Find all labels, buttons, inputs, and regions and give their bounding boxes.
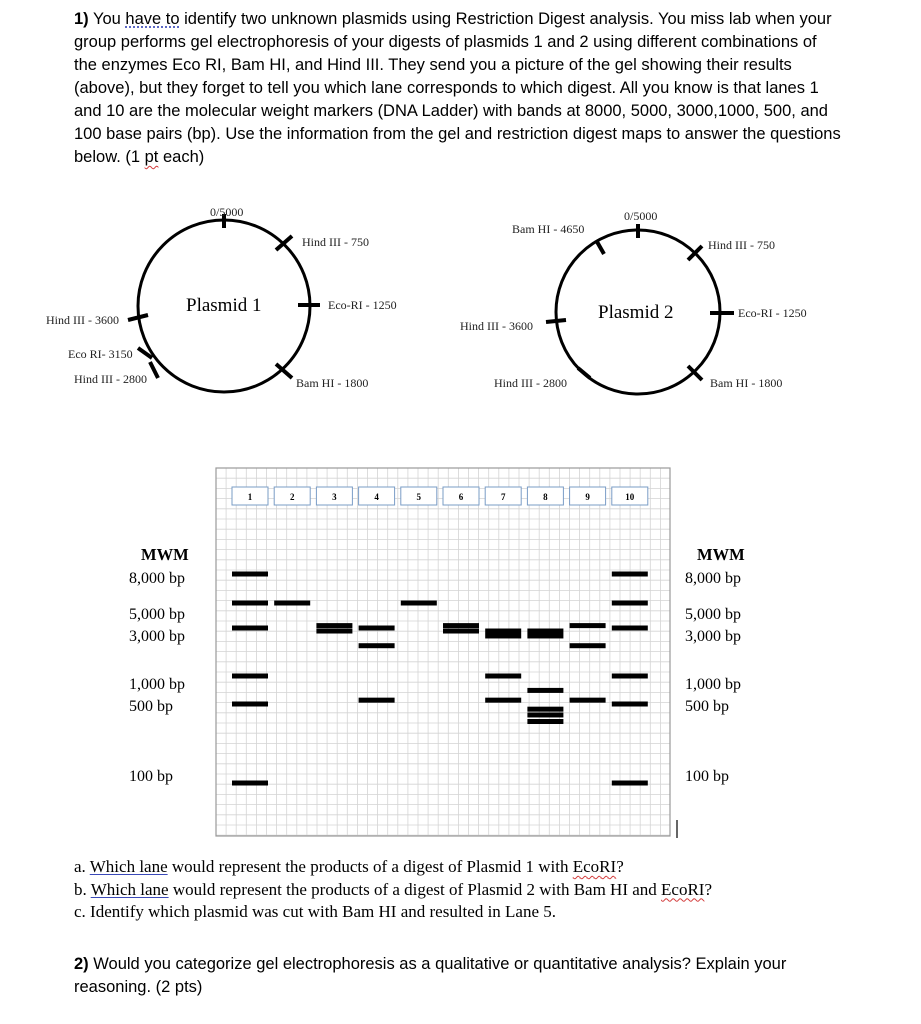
gel-border — [216, 468, 670, 836]
p2-label-1250: Eco-RI - 1250 — [738, 306, 807, 320]
p2-tick-1800 — [688, 366, 702, 380]
band-lane-4-550 — [359, 698, 395, 703]
sub-question-a-text: would represent the products of a digest of Plasmid 1 with — [167, 857, 573, 876]
plasmid-2-map — [460, 209, 807, 394]
mwm-labels-left — [129, 545, 189, 785]
sub-question-c-letter: c. — [74, 902, 86, 921]
sub-question-b-lead: Which lane — [90, 879, 169, 899]
band-lane-6-2800 — [443, 629, 479, 634]
band-lane-8-350 — [527, 719, 563, 724]
band-lane-9-3150 — [570, 623, 606, 628]
p2-tick-4650 — [596, 240, 604, 254]
mwm-right-3000: 3,000 bp — [685, 628, 741, 645]
band-lane-8-450 — [527, 707, 563, 712]
question-1-text — [74, 8, 844, 169]
mwm-left-1000: 1,000 bp — [129, 676, 185, 693]
band-lane-9-550 — [570, 698, 606, 703]
mwm-left-500: 500 bp — [129, 698, 173, 715]
sub-question-b-letter: b. — [74, 879, 87, 899]
mwm-right-500: 500 bp — [685, 698, 729, 715]
mwm-right-1000: 1,000 bp — [685, 676, 741, 693]
band-lane-1-100 — [232, 781, 268, 786]
have-to-phrase: have to — [125, 10, 180, 28]
lane-boxes — [232, 487, 648, 505]
sub-question-a-enzyme: EcoRI — [572, 857, 617, 876]
band-lane-8-2800 — [527, 629, 563, 634]
pt-word: pt — [144, 148, 159, 166]
gel-grid — [216, 468, 670, 836]
band-lane-7-1000 — [485, 674, 521, 679]
p2-label-750: Hind III - 750 — [708, 238, 775, 252]
question-2-number: 2) — [74, 955, 89, 973]
lane-number-3: 3 — [332, 492, 337, 502]
mwm-labels-right — [685, 545, 745, 785]
lane-number-2: 2 — [289, 492, 295, 502]
sub-question-a-end: ? — [616, 857, 624, 876]
band-lane-8-2500 — [527, 633, 563, 638]
sub-question-a-lead: Which lane — [89, 857, 168, 876]
band-lane-9-2000 — [570, 643, 606, 648]
band-lane-7-2800 — [485, 629, 521, 634]
p2-label-0: 0/5000 — [624, 209, 658, 223]
lane-number-9: 9 — [585, 492, 590, 502]
mwm-right-8000: 8,000 bp — [685, 570, 741, 587]
mwm-left-3000: 3,000 bp — [129, 628, 185, 645]
band-lane-4-3000 — [359, 626, 395, 631]
band-lane-4-2000 — [359, 643, 395, 648]
sub-question-c-text: Identify which plasmid was cut with Bam HI and resulted in Lane 5. — [90, 902, 557, 921]
p1-label-0: 0/5000 — [210, 205, 244, 219]
p2-label-3600: Hind III - 3600 — [460, 319, 533, 333]
mwm-left-5000: 5,000 bp — [129, 606, 185, 623]
plasmid-1-map — [46, 205, 397, 392]
band-lane-8-700 — [527, 688, 563, 693]
p2-label-2800: Hind III - 2800 — [494, 376, 567, 390]
band-lane-10-8000 — [612, 572, 648, 577]
sub-question-c — [74, 901, 874, 924]
mwm-title-left: MWM — [141, 545, 189, 564]
band-lane-1-5000 — [232, 601, 268, 606]
p1-tick-3600 — [128, 315, 148, 320]
p1-label-2800: Hind III - 2800 — [74, 372, 147, 386]
p2-label-1800: Bam HI - 1800 — [710, 376, 783, 390]
p2-tick-2800 — [578, 368, 590, 378]
gel-figure — [0, 460, 921, 840]
mwm-title-right: MWM — [697, 545, 745, 564]
mwm-left-100: 100 bp — [129, 768, 173, 785]
sub-question-b-enzyme: EcoRI — [661, 879, 705, 899]
p1-label-750: Hind III - 750 — [302, 235, 369, 249]
p1-label-1800: Bam HI - 1800 — [296, 376, 369, 390]
band-lane-5-5000 — [401, 601, 437, 606]
band-lane-7-2500 — [485, 633, 521, 638]
p2-tick-3600 — [546, 320, 566, 322]
lane-number-1: 1 — [247, 492, 253, 502]
lane-number-7: 7 — [500, 492, 506, 502]
band-lane-1-8000 — [232, 572, 268, 577]
sub-question-b-end: ? — [704, 879, 713, 899]
band-lane-1-3000 — [232, 626, 268, 631]
p2-label-4650: Bam HI - 4650 — [512, 222, 585, 236]
band-lane-1-1000 — [232, 674, 268, 679]
band-lane-10-500 — [612, 702, 648, 707]
sub-question-a — [74, 856, 874, 879]
lane-number-10: 10 — [625, 492, 635, 502]
question-2-text — [74, 953, 834, 999]
p1-label-1250: Eco-RI - 1250 — [328, 298, 397, 312]
lane-number-5: 5 — [416, 492, 422, 502]
sub-questions — [74, 856, 874, 924]
sub-question-b-text: would represent the products of a digest of Plasmid 2 with Bam HI and — [168, 879, 662, 899]
lane-number-8: 8 — [543, 492, 548, 502]
band-lane-10-3000 — [612, 626, 648, 631]
mwm-right-100: 100 bp — [685, 768, 729, 785]
p1-tick-2800 — [150, 362, 158, 378]
mwm-right-5000: 5,000 bp — [685, 606, 741, 623]
band-lane-3-2800 — [316, 629, 352, 634]
p1-label-3600: Hind III - 3600 — [46, 313, 119, 327]
lane-number-6: 6 — [458, 492, 464, 502]
band-lane-1-500 — [232, 702, 268, 707]
mwm-left-8000: 8,000 bp — [129, 570, 185, 587]
plasmid-maps — [0, 195, 921, 405]
question-1-part-b: identify two unknown plasmids using Restriction Digest analysis. You miss lab when your group performs gel electrophoresis of your digests of plasmids 1 and 2 using different combinations of the enzymes Eco RI, Bam HI, and Hind III. They send you a picture of the gel showing their results (above), but they forget to tell you which lane corresponds to which digest. All you know is that lanes 1 and 10 are the molecular weight markers (DNA Ladder) with bands at 8000, 5000, 3000,1000, 500, and 100 base pairs (bp). Use the information from the gel and restriction digest maps to answer the questions below. (1 — [74, 10, 841, 166]
question-1-part-a: You — [92, 10, 126, 28]
question-1-part-c: each) — [158, 148, 205, 166]
question-2-body: Would you categorize gel electrophoresis as a qualitative or quantitative analysis? Explain your reasoning. (2 pts) — [74, 955, 787, 996]
band-lane-7-550 — [485, 698, 521, 703]
band-lane-2-5000 — [274, 601, 310, 606]
sub-question-a-letter: a. — [74, 857, 86, 876]
band-lane-8-400 — [527, 712, 563, 717]
band-lane-3-3150 — [316, 623, 352, 628]
sub-question-b — [74, 879, 874, 902]
plasmid-1-name: Plasmid 1 — [186, 295, 262, 316]
band-lane-10-1000 — [612, 674, 648, 679]
lane-number-4: 4 — [374, 492, 379, 502]
p1-label-3150: Eco RI- 3150 — [68, 347, 133, 361]
band-lane-10-100 — [612, 781, 648, 786]
band-lane-10-5000 — [612, 601, 648, 606]
plasmid-2-name: Plasmid 2 — [598, 302, 674, 323]
band-lane-6-3150 — [443, 623, 479, 628]
question-1-number: 1) — [74, 10, 89, 28]
